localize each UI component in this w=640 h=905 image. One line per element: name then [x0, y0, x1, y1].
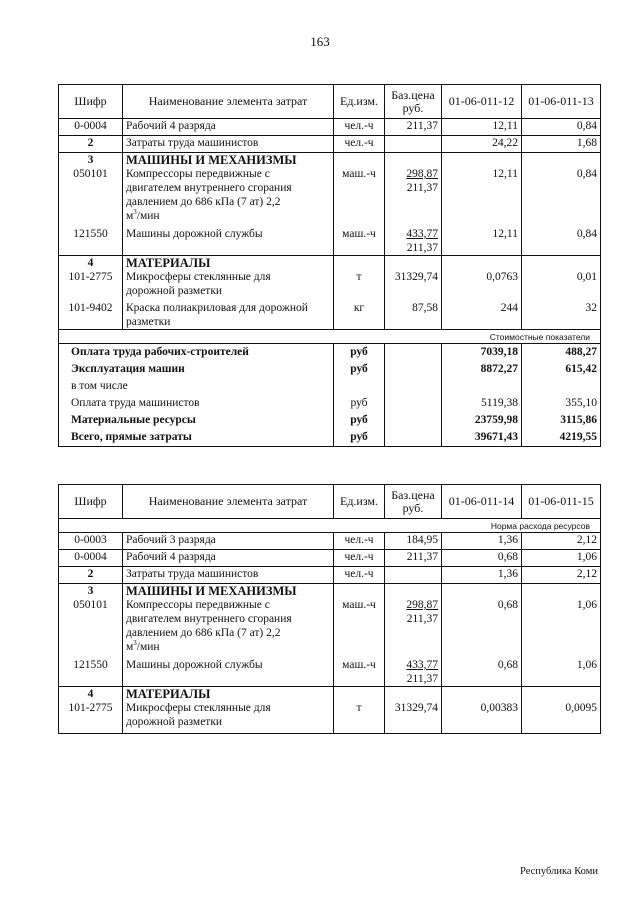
summary-row: в том числе [59, 378, 601, 395]
table-row: 121550 Машины дорожной службы маш.-ч 433,77 211,37 12,11 0,84 [59, 223, 601, 256]
section-row: 4 МАТЕРИАЛЫ [59, 256, 601, 271]
resource-table-2 [58, 484, 601, 734]
summary-row: Оплата труда рабочих-строителей руб 7039,18 488,27 [59, 344, 601, 362]
section-row: 3 МАШИНЫ И МЕХАНИЗМЫ [59, 584, 601, 599]
table-row: 121550 Машины дорожной службы маш.-ч 433,77 211,37 0,68 1,06 [59, 654, 601, 687]
header-col-a: 01-06-011-12 [442, 85, 522, 119]
table-row: 0-0003 Рабочий 3 разряда чел.-ч 184,95 1,36 2,12 [59, 533, 601, 550]
norm-label-row: Норма расхода ресурсов [59, 519, 601, 533]
table-header-row [59, 485, 601, 519]
table-row: 101-2775 Микросферы стеклянные для дорожной разметки т 31329,74 0,00383 0,0095 [59, 701, 601, 734]
page-number: 163 [310, 34, 330, 49]
header-unit: Ед.изм. [334, 85, 385, 119]
table-row: 2 Затраты труда машинистов чел.-ч 1,36 2,12 [59, 567, 601, 584]
table-row: 050101 Компрессоры передвижные с двигателем внутреннего сгорания давлением до 686 кПа (7 ат) 2,2 $м^3$/мин маш.-ч 298,87 211,37 0,68 1,06 [59, 598, 601, 654]
header-name: Наименование элемента затрат [123, 485, 334, 519]
summary-row: Эксплуатация машин руб 8872,27 615,42 [59, 361, 601, 378]
header-col-b: 01-06-011-13 [522, 85, 601, 119]
header-name: Наименование элемента затрат [123, 85, 334, 119]
table-row: 101-9402 Краска полиакриловая для дорожной разметки кг 87,58 244 32 [59, 298, 601, 330]
table-header-row [59, 85, 601, 119]
summary-row: Оплата труда машинистов руб 5119,38 355,10 [59, 395, 601, 412]
footer-region: Республика Коми [520, 866, 598, 877]
header-base-price: Баз.цена руб. [385, 85, 442, 119]
table-row: 2 Затраты труда машинистов чел.-ч 24,22 1,68 [59, 136, 601, 153]
table-row: 0-0004 Рабочий 4 разряда чел.-ч 211,37 0,68 1,06 [59, 550, 601, 567]
table-row: 050101 Компрессоры передвижные с двигателем внутреннего сгорания давлением до 686 кПа (7 ат) 2,2 $м^3$/мин маш.-ч 298,87 211,37 12,11 0,84 [59, 167, 601, 223]
header-col-b: 01-06-011-15 [522, 485, 601, 519]
summary-row: Материальные ресурсы руб 23759,98 3115,86 [59, 412, 601, 429]
cost-indicators-row: Стоимостные показатели [59, 330, 601, 344]
section-row: 4 МАТЕРИАЛЫ [59, 687, 601, 702]
table-row: 101-2775 Микросферы стеклянные для дорожной разметки т 31329,74 0,0763 0,01 [59, 270, 601, 298]
header-base-price: Баз.цена руб. [385, 485, 442, 519]
section-row: 3 МАШИНЫ И МЕХАНИЗМЫ [59, 153, 601, 168]
table-row: 0-0004 Рабочий 4 разряда чел.-ч 211,37 12,11 0,84 [59, 119, 601, 136]
summary-row: Всего, прямые затраты руб 39671,43 4219,55 [59, 429, 601, 447]
header-col-a: 01-06-011-14 [442, 485, 522, 519]
header-unit: Ед.изм. [334, 485, 385, 519]
resource-table-1 [58, 84, 601, 447]
header-code: Шифр [59, 85, 123, 119]
header-code: Шифр [59, 485, 123, 519]
